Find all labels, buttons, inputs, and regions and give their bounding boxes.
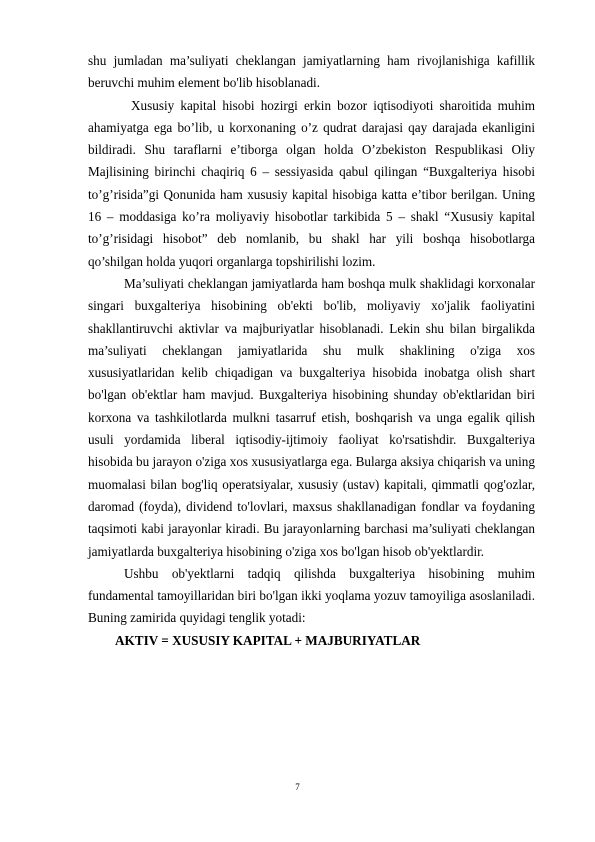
page-number: 7 [295, 782, 300, 792]
paragraph-accounting-objects: Ma’suliyati cheklangan jamiyatlarda ham boshqa mulk shaklidagi korxonalar singari buxgalteriya hisobining ob'ekti bo'lib, moliyaviy xo'jalik faoliyatini shakllantiruvchi aktivlar va majburiyatlar hisoblanadi. Lekin shu bilan birgalikda ma’suliyati cheklangan jamiyatlarida shu mulk shaklining o'ziga xos xususiyatlaridan kelib chiqadigan va buxgalteriya hisobida inobatga olish shart bo'lgan ob'ektlar ham mavjud. Buxgalteriya hisobining shunday ob'ektlaridan biri korxona va tashkilotlarda mulkni tasarruf etish, boshqarish va unga egalik qilish usuli yordamida liberal iqtisodiy-ijtimoiy faoliyat ko'rsatishdir. Buxgalteriya hisobida bu jarayon o'ziga xos xususiyatlarga ega. Bularga aksiya chiqarish va uning muomalasi bilan bog'liq operatsiyalar, xususiy (ustav) kapitali, qimmatli qog'ozlar, daromad (foyda), dividend to'lovlari, maxsus shakllanadigan fondlar va foydaning taqsimoti kabi jarayonlar kiradi. Bu jarayonlarning barchasi ma’suliyati cheklangan jamiyatlarda buxgalteriya hisobining o'ziga xos bo'lgan hisob ob'yektlardir. [88, 275, 535, 559]
accounting-equation: AKTIV = XUSUSIY KAPITAL + MAJBURIYATLAR [115, 632, 421, 648]
body-text [88, 50, 535, 652]
paragraph-double-entry: Ushbu ob'yektlarni tadqiq qilishda buxgalteriya hisobining muhim fundamental tamoyillaridan biri bo'lgan ikki yoqlama yozuv tamoyiliga asoslaniladi. Buning zamirida quyidagi tenglik yotadi: [88, 565, 535, 626]
paragraph-continuation: shu jumladan ma’suliyati cheklangan jamiyatlarning ham rivojlanishiga kafillik beruvchi muhim element bo'lib hisoblanadi. [88, 53, 535, 91]
paragraph-private-capital: Xususiy kapital hisobi hozirgi erkin bozor iqtisodiyoti sharoitida muhim ahamiyatga ega bo’lib, u korxonaning o’z qudrat darajasi qay darajada ekanligini bildiradi. Shu taraflarni e’tiborga olgan holda O’zbekiston Respublikasi Oliy Majlisining birinchi chaqiriq 6 – sessiyasida qabul qilingan “Buxgalteriya hisobi to’g’risida”gi Qonunida ham xususiy kapital hisobiga katta e’tibor berilgan. Uning 16 – moddasiga ko’ra moliyaviy hisobotlar tarkibida 5 – shakl “Xususiy kapital to’g’risidagi hisobot” deb nomlanib, bu shakl har yili boshqa hisobotlarga qo’shilgan holda yuqori organlarga topshirilishi lozim. [88, 97, 535, 269]
